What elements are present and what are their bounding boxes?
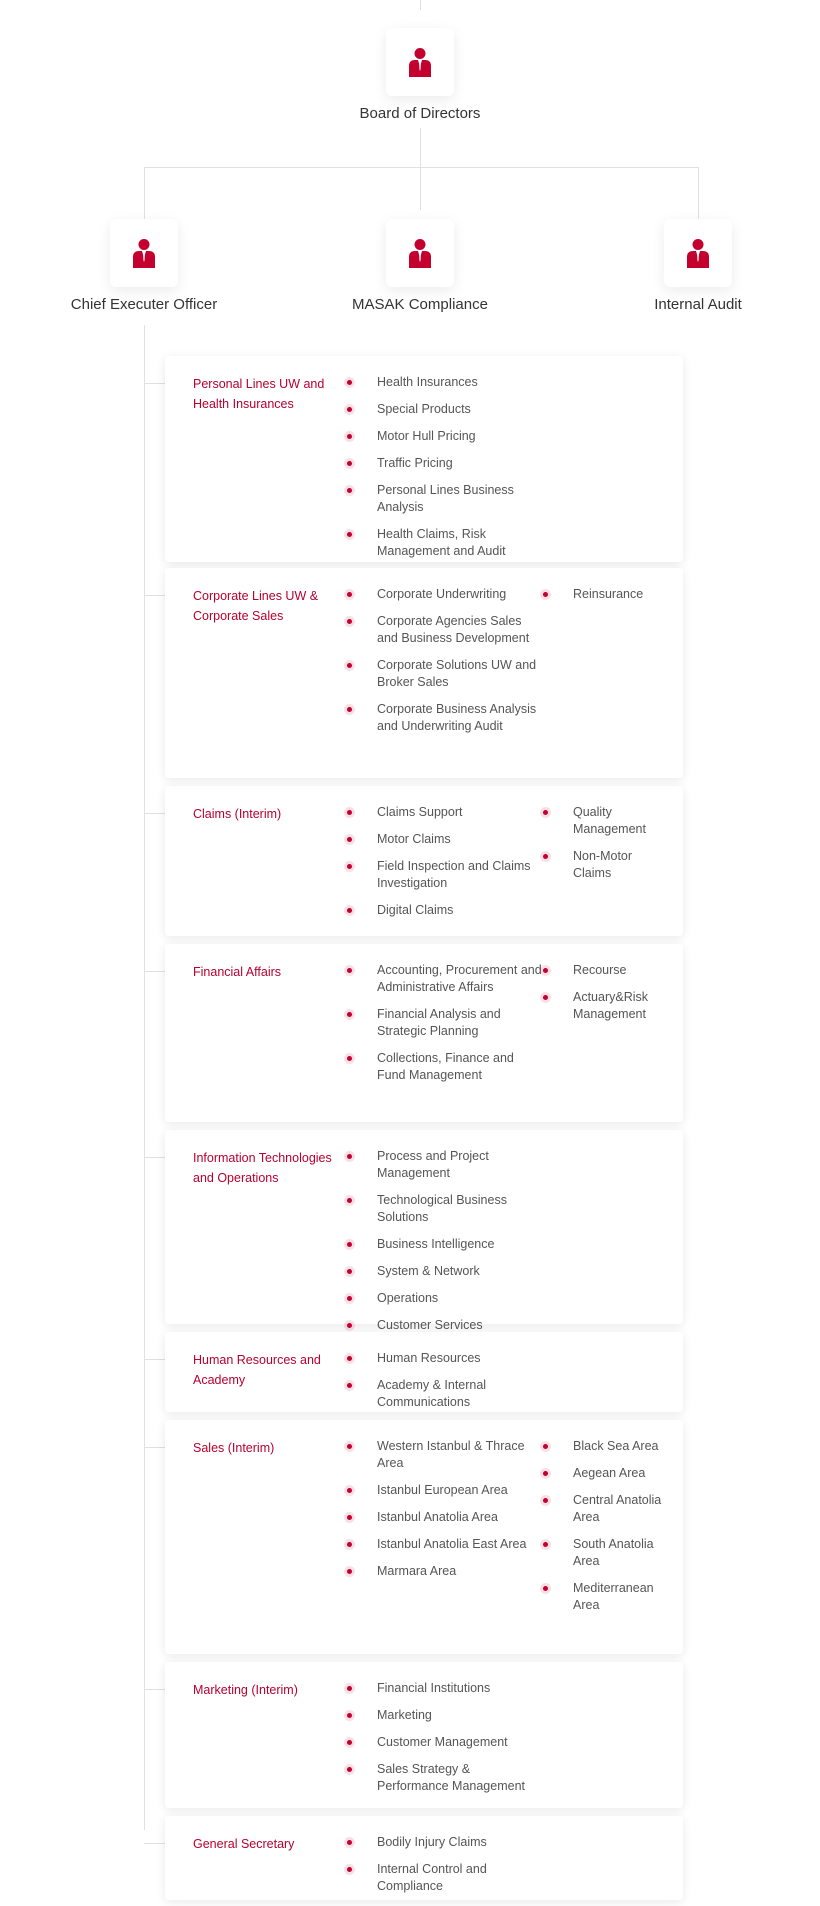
unit-list-item: Operations (347, 1290, 543, 1307)
unit-list-item: Reinsurance (543, 586, 663, 603)
unit-list-item: South Anatolia Area (543, 1536, 663, 1570)
unit-list-item: System & Network (347, 1263, 543, 1280)
department-title: Claims (Interim) (193, 807, 282, 821)
connector-top (420, 0, 421, 10)
unit-list-item: Human Resources (347, 1350, 543, 1367)
department-column-1 (347, 1148, 543, 1344)
unit-list-item: Motor Claims (347, 831, 543, 848)
unit-list-item: Istanbul European Area (347, 1482, 543, 1499)
masak-label: MASAK Compliance (352, 296, 488, 313)
unit-list-item: Bodily Injury Claims (347, 1834, 543, 1851)
unit-list-item: Corporate Agencies Sales and Business Development (347, 613, 543, 647)
department-title: Financial Affairs (193, 965, 282, 979)
unit-list-item: Marmara Area (347, 1563, 543, 1580)
department-card (165, 356, 683, 562)
unit-list-item: Internal Control and Compliance (347, 1861, 543, 1895)
connector-ceo-spine (144, 325, 145, 1830)
department-title: General Secretary (193, 1837, 295, 1851)
unit-list-item: Technological Business Solutions (347, 1192, 543, 1226)
unit-list-item: Western Istanbul & Thrace Area (347, 1438, 543, 1472)
connector-dept-spur (144, 971, 165, 972)
person-icon (408, 47, 432, 77)
person-icon (686, 238, 710, 268)
unit-list-item: Accounting, Procurement and Administrative Affairs (347, 962, 543, 996)
department-title: Marketing (Interim) (193, 1683, 298, 1697)
unit-list-item: Digital Claims (347, 902, 543, 919)
unit-list-item: Special Products (347, 401, 543, 418)
department-title: Personal Lines UW and Health Insurances (193, 377, 325, 411)
masak-person-icon (386, 219, 454, 287)
unit-list-item: Actuary&Risk Management (543, 989, 663, 1023)
connector-dept-spur (144, 1843, 165, 1844)
unit-list-item: Non-Motor Claims (543, 848, 663, 882)
audit-label: Internal Audit (654, 296, 742, 313)
connector-dept-spur (144, 1447, 165, 1448)
department-column-1 (347, 1680, 543, 1805)
unit-list-item: Motor Hull Pricing (347, 428, 543, 445)
unit-list-item: Marketing (347, 1707, 543, 1724)
department-column-2 (543, 1438, 663, 1624)
unit-list-item: Collections, Finance and Fund Management (347, 1050, 543, 1084)
unit-list-item: Quality Management (543, 804, 663, 838)
department-card (165, 1332, 683, 1412)
unit-list-item: Istanbul Anatolia East Area (347, 1536, 543, 1553)
department-column-1 (347, 1834, 543, 1905)
connector-dept-spur (144, 1359, 165, 1360)
department-card (165, 1420, 683, 1654)
department-card (165, 786, 683, 936)
unit-list-item: Corporate Business Analysis and Underwriting Audit (347, 701, 543, 735)
person-icon (408, 238, 432, 268)
department-column-1 (347, 586, 543, 745)
department-card (165, 1662, 683, 1808)
unit-list-item: Central Anatolia Area (543, 1492, 663, 1526)
connector-dept-spur (144, 383, 165, 384)
unit-list-item: Istanbul Anatolia Area (347, 1509, 543, 1526)
audit-person-icon (664, 219, 732, 287)
connector-dept-spur (144, 813, 165, 814)
unit-list-item: Traffic Pricing (347, 455, 543, 472)
unit-list-item: Customer Services (347, 1317, 543, 1334)
department-column-1 (347, 962, 543, 1094)
unit-list-item: Process and Project Management (347, 1148, 543, 1182)
unit-list-item: Recourse (543, 962, 663, 979)
unit-list-item: Customer Management (347, 1734, 543, 1751)
department-column-2 (543, 962, 663, 1033)
department-column-2 (543, 586, 663, 613)
unit-list-item: Aegean Area (543, 1465, 663, 1482)
department-column-2 (543, 804, 663, 892)
connector-board-down (420, 128, 421, 210)
department-card (165, 1816, 683, 1900)
unit-list-item: Health Insurances (347, 374, 543, 391)
connector-dept-spur (144, 595, 165, 596)
connector-dept-spur (144, 1689, 165, 1690)
unit-list-item: Personal Lines Business Analysis (347, 482, 543, 516)
department-card (165, 568, 683, 778)
ceo-label: Chief Executer Officer (70, 296, 218, 313)
department-card (165, 944, 683, 1122)
unit-list-item: Academy & Internal Communications (347, 1377, 543, 1411)
department-title: Human Resources and Academy (193, 1353, 321, 1387)
unit-list-item: Corporate Solutions UW and Broker Sales (347, 657, 543, 691)
person-icon (132, 238, 156, 268)
unit-list-item: Business Intelligence (347, 1236, 543, 1253)
department-column-1 (347, 1438, 543, 1590)
department-title: Corporate Lines UW & Corporate Sales (193, 589, 319, 623)
department-column-1 (347, 374, 543, 570)
unit-list-item: Health Claims, Risk Management and Audit (347, 526, 543, 560)
unit-list-item: Claims Support (347, 804, 543, 821)
department-column-1 (347, 804, 543, 929)
department-column-1 (347, 1350, 543, 1421)
ceo-person-icon (110, 219, 178, 287)
connector-horizontal (144, 167, 698, 168)
unit-list-item: Mediterranean Area (543, 1580, 663, 1614)
board-label: Board of Directors (359, 105, 481, 122)
department-title: Information Technologies and Operations (193, 1151, 332, 1185)
department-card (165, 1130, 683, 1332)
unit-list-item: Financial Analysis and Strategic Planning (347, 1006, 543, 1040)
connector-dept-spur (144, 1157, 165, 1158)
board-person-icon (386, 28, 454, 96)
unit-list-item: Black Sea Area (543, 1438, 663, 1455)
unit-list-item: Financial Institutions (347, 1680, 543, 1697)
department-title: Sales (Interim) (193, 1441, 275, 1455)
connector-right-drop (698, 167, 699, 223)
unit-list-item: Field Inspection and Claims Investigation (347, 858, 543, 892)
connector-left-drop (144, 167, 145, 223)
unit-list-item: Sales Strategy & Performance Management (347, 1761, 543, 1795)
unit-list-item: Corporate Underwriting (347, 586, 543, 603)
